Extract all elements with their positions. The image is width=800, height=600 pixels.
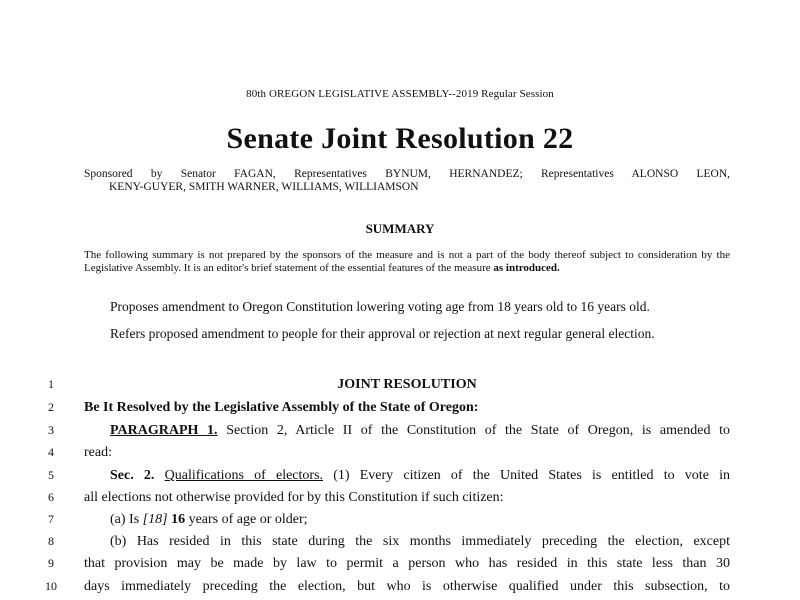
summary-paragraph-2-text: Refers proposed amendment to people for their approval or rejection at next regular general election. [110,326,655,341]
summary-paragraph-1-text: Proposes amendment to Oregon Constitution lowering voting age from 18 years old to 16 years old. [110,299,650,314]
clause-a-prefix: (a) Is [110,512,143,527]
line-6-text: all elections not otherwise provided for by this Constitution if such citizen: [84,490,504,505]
disclaimer-text: The following summary is not prepared by the sponsors of the measure and is not a part of the body thereof subject to consideration by the Legislative Assembly. It is an editor's brief statement of the essential features of the measure [84,249,730,274]
line-3-text: Section 2, Article II of the Constitution of the State of Oregon, is amended to [217,423,730,438]
line-number: 5 [48,468,54,482]
inserted-text: 16 [171,512,186,527]
line-number: 10 [45,579,57,593]
summary-heading: SUMMARY [365,221,435,236]
page-title: Senate Joint Resolution 22 [226,122,574,155]
summary-paragraph-2 [84,327,730,341]
line-number: 7 [48,512,54,526]
line-9-text: that provision may be made by law to permit a person who has resided in this state less than 30 [84,556,730,571]
line-number: 1 [48,377,54,391]
body-line [0,487,800,509]
body-line [0,576,800,598]
body-line [0,509,800,531]
body-line [0,553,800,575]
line-8-text: (b) Has resided in this state during the six months immediately preceding the election, except [110,534,730,549]
qualifications-heading: Qualifications of electors. [164,468,324,483]
session-header: 80th OREGON LEGISLATIVE ASSEMBLY--2019 Regular Session [246,88,554,100]
joint-resolution-heading: JOINT RESOLUTION [337,377,477,392]
line-number: 6 [48,490,54,504]
clause-a-line [84,509,730,531]
body-line [0,531,800,553]
body-line [0,442,800,464]
line-4-text: read: [84,445,112,460]
summary-disclaimer [84,249,730,275]
paragraph-1-line [84,420,730,442]
body-line [0,420,800,442]
clause-a-suffix: years of age or older; [185,512,308,527]
sponsors-line-2: KENY-GUYER, SMITH WARNER, WILLIAMS, WILLIAMSON [109,181,419,193]
sponsors-line-1: Sponsored by Senator FAGAN, Representatives BYNUM, HERNANDEZ; Representatives ALONSO LEON, [84,168,730,180]
disclaimer-as-introduced: as introduced. [493,262,560,274]
paragraph-1-label: PARAGRAPH 1. [110,423,218,438]
body-line [0,465,800,487]
line-number: 4 [48,445,54,459]
summary-paragraph-1 [84,300,730,314]
deleted-text: [18] [142,512,168,527]
line-number: 8 [48,534,54,548]
body-line [0,374,800,396]
sponsors-block [84,168,730,194]
line-number: 3 [48,423,54,437]
section-2-label: Sec. 2. [110,468,155,483]
resolved-clause: Be It Resolved by the Legislative Assembly of the State of Oregon: [84,400,479,415]
line-number: 2 [48,400,54,414]
line-5-text: (1) Every citizen of the United States is entitled to vote in [323,468,730,483]
line-number: 9 [48,556,54,570]
section-2-line [84,465,730,487]
line-10-text: days immediately preceding the election, but who is otherwise qualified under this subsection, to [84,579,730,594]
body-line [0,397,800,419]
